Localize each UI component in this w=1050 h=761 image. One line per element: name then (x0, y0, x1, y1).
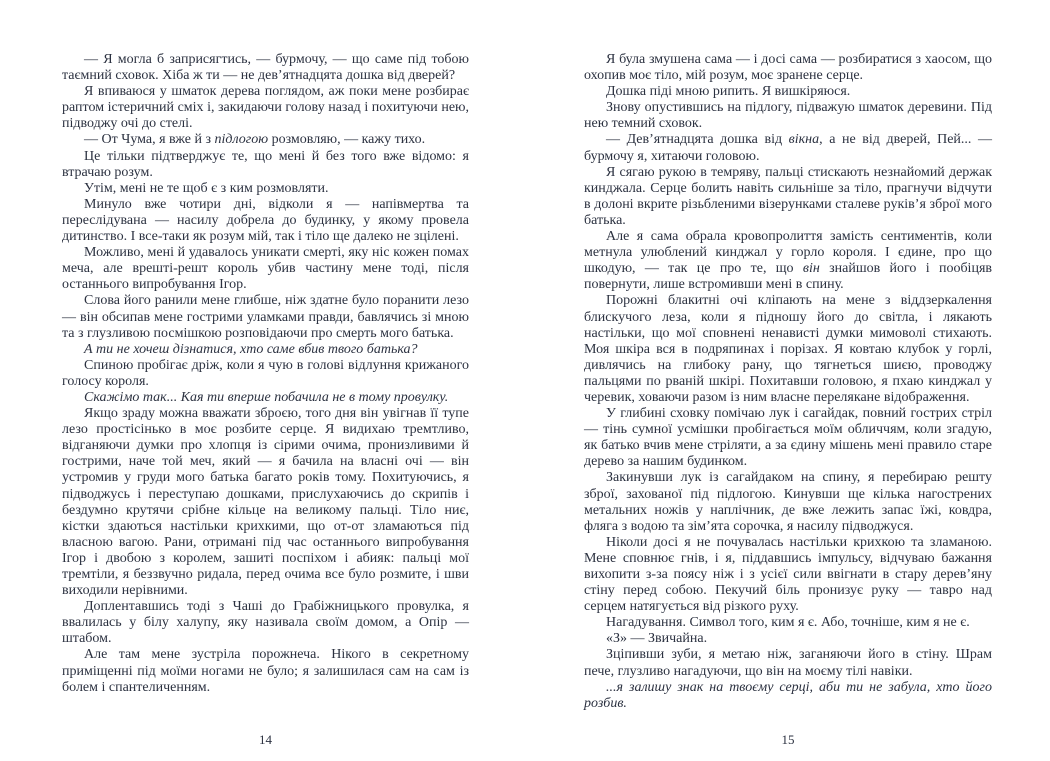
paragraph (62, 406, 469, 599)
italic-text: підлогою (214, 132, 269, 148)
body-text: — От Чума, я вже й з (84, 132, 215, 148)
paragraph (62, 358, 469, 390)
paragraph (62, 84, 469, 132)
page-number-right: 15 (781, 732, 795, 747)
paragraph (62, 647, 469, 695)
paragraph (62, 149, 469, 181)
page-right (584, 0, 992, 761)
body-text: Спиною пробігає дріж, коли я чую в голові відлуння крижаного голосу короля. (62, 357, 469, 389)
body-text: , а не від дверей, Пей... — бурмочу я, хитаючи головою. (584, 132, 992, 164)
body-text: Я впиваюся у шматок дерева поглядом, аж поки мене розбирає раптом істеричний сміх і, закидаючи голову назад і похитуючи нею, підводжу очі до стелі. (62, 84, 469, 132)
body-text: Утім, мені не те щоб є з ким розмовляти. (84, 180, 329, 196)
paragraph (584, 293, 992, 406)
paragraph (584, 132, 992, 164)
body-text: Минуло вже чотири дні, відколи я — напівмертва та переслідувана — насилу добрела до будинку, у якому провела дитинство. І все-таки як розум мій, так і тіло ще далеко не зцілені. (62, 196, 469, 245)
body-text: — Я могла б заприсягтись, — бурмочу, — що саме під тобою таємний сховок. Хіба ж ти — не дев’ятнадцята дошка від дверей? (62, 52, 469, 84)
paragraph (62, 293, 469, 341)
italic-text: вікна (788, 132, 820, 148)
body-text: Порожні блакитні очі кліпають на мене з віддзеркалення блискучого леза, коли я підношу його до світла, і лякають настільки, що мої сповнені ненависті думки мимоволі стихають. Моя шкіра вся в подряпинах і порізах. Я ковтаю клубок у горлі, дивлячись на глибоку рану, що тягнеться шиєю, проводжу пальцями по рваній шкірі. Похитавши головою, я пхаю кинджал у черевик, ховаючи разом із ним власне перелякане відображення. (584, 293, 992, 405)
body-text: Я була змушена сама — і досі сама — розбиратися з хаосом, що охопив моє тіло, мій розум, моє зранене серце. (584, 52, 992, 84)
paragraph (584, 535, 992, 615)
paragraph (584, 647, 992, 679)
body-text: «З» — Звичайна. (606, 631, 708, 647)
page-right-text (584, 52, 992, 712)
page-left (62, 0, 469, 761)
body-text: Це тільки підтверджує те, що мені й без того вже відомо: я втрачаю розум. (62, 148, 469, 180)
italic-text: він (802, 261, 820, 277)
body-text: знайшов його і пообіцяв повернути, лише встромивши мені в спину. (584, 261, 992, 293)
paragraph (62, 52, 469, 84)
body-text: Нагадування. Символ того, ким я є. Або, точніше, ким я не є. (606, 615, 970, 631)
body-text: У глибині сховку помічаю лук і сагайдак, повний гострих стріл — тінь сумної усмішки пробігається моїм обличчям, коли згадую, як батько вчив мене стріляти, а за єдину мішень мені правило старе дерево за нашим будинком. (584, 406, 992, 470)
page-left-text (62, 52, 469, 696)
paragraph (584, 470, 992, 534)
body-text: Ніколи досі я не почувалась настільки крихкою та зламаною. Мене сповнює гнів, і я, піддавшись імпульсу, відчуваю бажання вихопити з-за поясу ніж і з усієї сили ввігнати в стару дерев’яну стіну перед собою. Пекучий біль пронизує руку — тавро над серцем натягується від різкого руху. (584, 534, 992, 615)
paragraph (62, 197, 469, 245)
body-text: — Дев’ятнадцята дошка від (606, 132, 789, 148)
italic-text: ...я залишу знак на твоєму серці, аби ти не забула, хто його розбив. (584, 679, 992, 711)
body-text: Можливо, мені й удавалось уникати смерті, яку ніс кожен помах меча, але врешті-решт король убив частину мене тоді, після останнього випробування Ігор. (62, 245, 469, 293)
body-text: Я сягаю рукою в темряву, пальці стискають незнайомий держак кинджала. Серце болить навіть сильніше за тіло, прагнучи відчути в долоні вкрите різьбленими візерунками сталеве руків’я зброї мого батька. (584, 164, 992, 228)
paragraph (62, 245, 469, 293)
body-text: Знову опустившись на підлогу, підважую шматок деревини. Під нею темний сховок. (584, 100, 992, 132)
paragraph (62, 342, 469, 358)
page-number-left: 14 (259, 732, 272, 747)
paragraph (62, 181, 469, 197)
paragraph (584, 229, 992, 293)
body-text: Зціпивши зуби, я метаю ніж, заганяючи його в стіну. Шрам пече, глузливо нагадуючи, що він на моєму тілі навіки. (584, 647, 992, 679)
body-text: Але я сама обрала кровопролиття замість сентиментів, коли метнула улюблений кинджал у горло короля. І єдине, про що шкодую, — так це про те, що (584, 229, 992, 277)
body-text: Дошка піді мною рипить. Я вишкіряюся. (606, 84, 851, 100)
body-text: Слова його ранили мене глибше, ніж здатне було поранити лезо — він обсипав мене гострими уламками правди, бавлячись зі мною та з глузливою посмішкою розповідаючи про смерть мого батька. (62, 293, 469, 341)
paragraph (62, 599, 469, 647)
italic-text: Скажімо так... Кая ти вперше побачила не в тому провулку. (84, 389, 449, 405)
paragraph (584, 165, 992, 229)
paragraph (584, 615, 992, 631)
paragraph (584, 631, 992, 647)
paragraph (584, 84, 992, 100)
body-text: Якщо зраду можна вважати зброєю, того дня він увігнав її тупе лезо простісінько в моє розбите серце. Я видихаю тремтливо, відганяючи думки про хлопця із сірими очима, пронизливими й гострими, наче той меч, який — я бачила на власні очі — він устромив у груди мого батька багато років тому. Похитуючись, я підводжусь і переступаю дошками, прислухаючись до скрипів і бездумно крутячи срібне кільце на великому пальці. Тіло ниє, кістки здаються настільки крихкими, що от-от зламаються під власною вагою. Рани, отримані під час останнього випробування Ігор і двобою з королем, зашиті поспіхом і абияк: пальці мої тремтіли, я беззвучно ридала, перед очима все було розмите, і шви виходили нерівними. (62, 406, 469, 599)
paragraph (62, 390, 469, 406)
body-text: розмовляю, — кажу тихо. (268, 132, 426, 148)
paragraph (584, 406, 992, 470)
italic-text: А ти не хочеш дізнатися, хто саме вбив твого батька? (84, 341, 418, 357)
body-text: Доплентавшись тоді з Чаші до Грабіжницького провулка, я ввалилась у білу халупу, яку називала своїм домом, а Опір — штабом. (62, 599, 469, 647)
body-text: Але там мене зустріла порожнеча. Нікого в секретному приміщенні під моїми ногами не було; я залишилася сам на сам із болем і спантеличенням. (62, 647, 469, 695)
paragraph (584, 100, 992, 132)
body-text: Закинувши лук із сагайдаком на спину, я перебираю решту зброї, захованої під підлогою. Кинувши ще кілька нагострених метальних ножів у наплічник, де вже лежить запас їжі, ковдра, фляга з водою та зім’ята сорочка, я насилу підводжуся. (584, 470, 992, 534)
paragraph (584, 680, 992, 712)
paragraph (62, 132, 469, 148)
paragraph (584, 52, 992, 84)
